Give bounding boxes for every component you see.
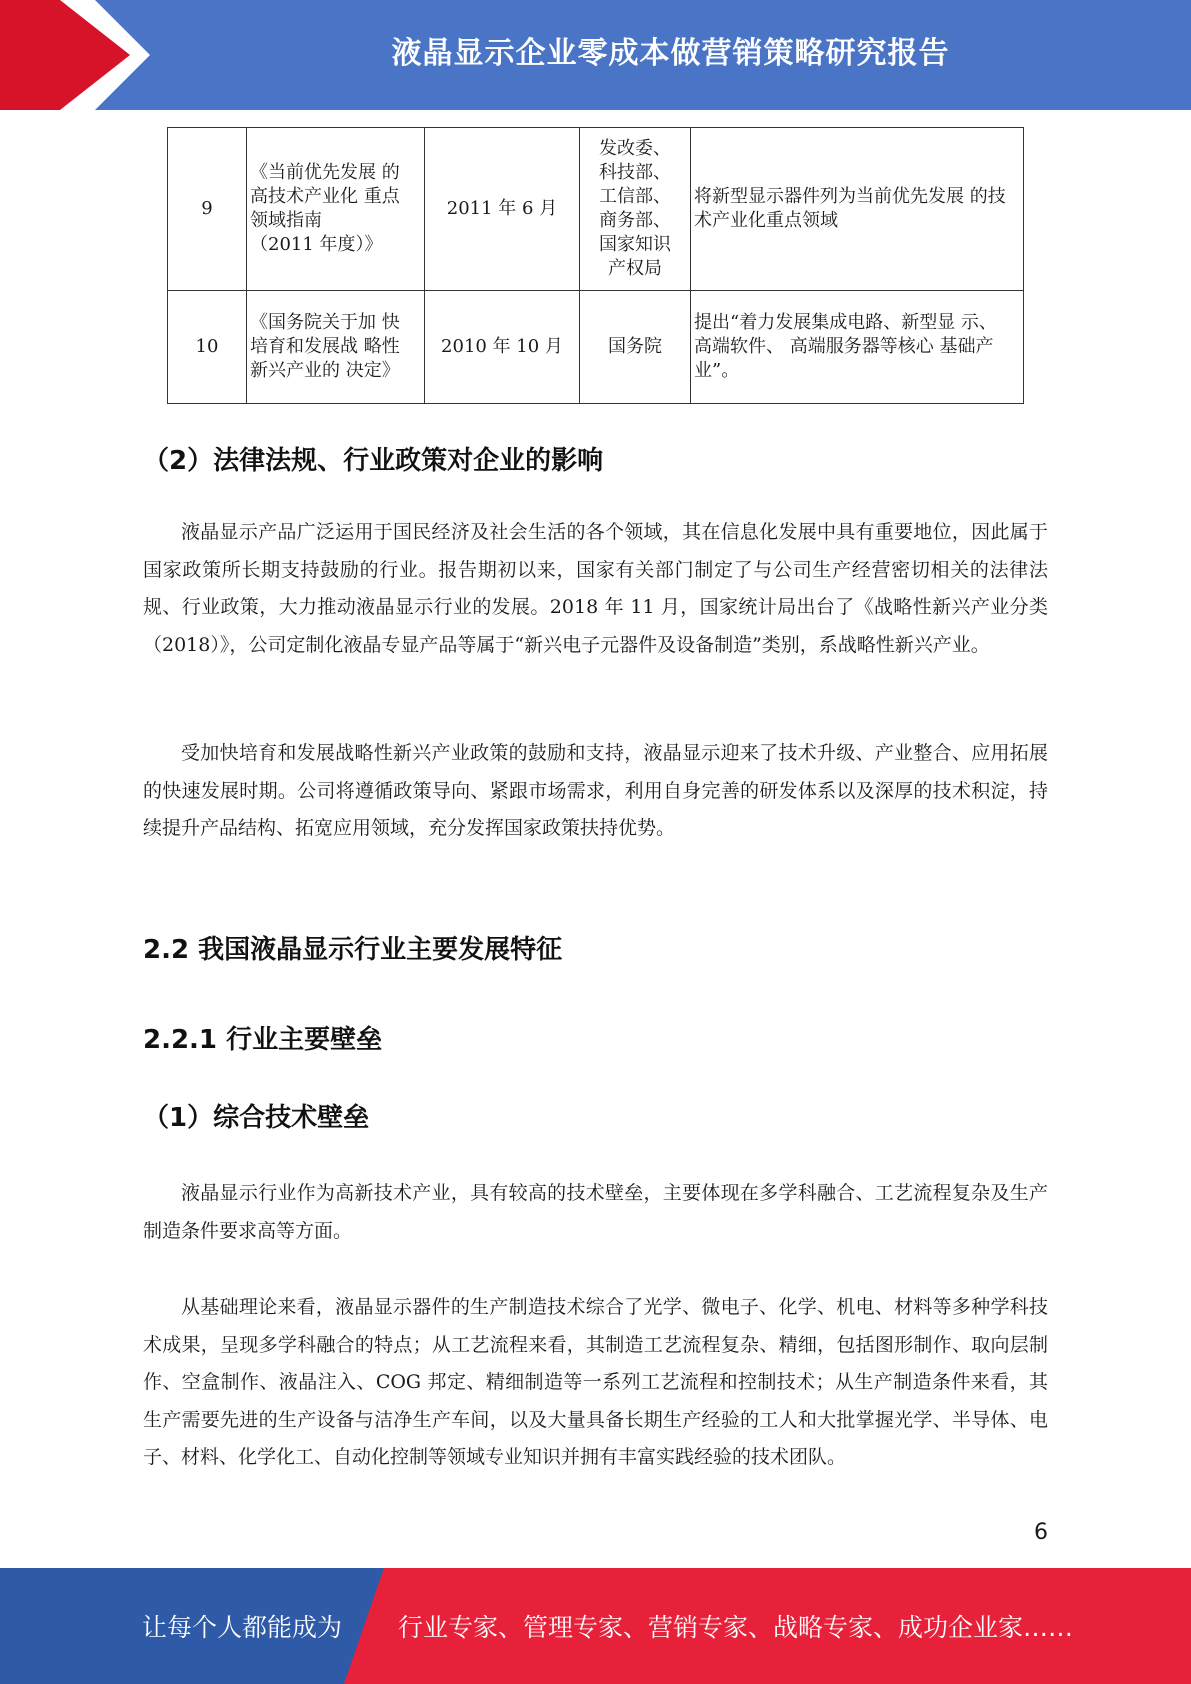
page-footer: [0, 1568, 1191, 1684]
body-paragraph: 从基础理论来看，液晶显示器件的生产制造技术综合了光学、微电子、化学、机电、材料等多种学科技术成果，呈现多学科融合的特点；从工艺流程来看，其制造工艺流程复杂、精细，包括图形制作、取向层制作、空盒制作、液晶注入、COG 邦定、精细制造等一系列工艺流程和控制技术；从生产制造条件来看，其生产需要先进的生产设备与洁净生产车间，以及大量具备长期生产经验的工人和大批掌握光学、半导体、电子、材料、化学化工、自动化控制等领域专业知识并拥有丰富实践经验的技术团队。: [143, 1296, 1048, 1468]
issuing-department: 发改委、 科技部、 工信部、 商务部、 国家知识 产权局: [580, 128, 691, 291]
policy-content: 将新型显示器件列为当前优先发展 的技术产业化重点领域: [691, 128, 1024, 291]
section-heading-2-2-1: 2.2.1 行业主要壁垒: [143, 1025, 383, 1055]
row-number: 10: [168, 291, 247, 404]
table-row: [168, 128, 1024, 291]
issue-date: 2011 年 6 月: [425, 128, 580, 291]
policy-content: 提出“着力发展集成电路、新型显 示、 高端软件、 高端服务器等核心 基础产业”。: [691, 291, 1024, 404]
section-heading-laws-impact: （2）法律法规、行业政策对企业的影响: [143, 446, 604, 476]
body-paragraph: 液晶显示产品广泛运用于国民经济及社会生活的各个领域，其在信息化发展中具有重要地位，因此属于国家政策所长期支持鼓励的行业。报告期初以来，国家有关部门制定了与公司生产经营密切相关的法律法规、行业政策，大力推动液晶显示行业的发展。2018 年 11 月，国家统计局出台了《战略性新兴产业分类（2018）》，公司定制化液晶专显产品等属于“新兴电子元器件及设备制造”类别，系战略性新兴产业。: [143, 521, 1048, 656]
body-paragraph: 受加快培育和发展战略性新兴产业政策的鼓励和支持，液晶显示迎来了技术升级、产业整合、应用拓展的快速发展时期。公司将遵循政策导向、紧跟市场需求，利用自身完善的研发体系以及深厚的技术积淀，持续提升产品结构、拓宽应用领域，充分发挥国家政策扶持优势。: [143, 742, 1048, 839]
section-heading-2-2: 2.2 我国液晶显示行业主要发展特征: [143, 935, 563, 965]
policy-table: [167, 127, 1024, 404]
footer-slogan-left: 让每个人都能成为: [142, 1613, 343, 1642]
report-title: 液晶显示企业零成本做营销策略研究报告: [391, 36, 950, 71]
policy-name: 《国务院关于加 快 培育和发展战 略性 新兴产业的 决定》: [247, 291, 425, 404]
table-row: [168, 291, 1024, 404]
policy-name: 《当前优先发展 的 高技术产业化 重点 领域指南 （2011 年度）》: [247, 128, 425, 291]
page-header: [0, 0, 1191, 110]
page-number: 6: [1034, 1520, 1048, 1545]
header-arrow-decoration: [0, 0, 160, 110]
issue-date: 2010 年 10 月: [425, 291, 580, 404]
issuing-department: 国务院: [580, 291, 691, 404]
row-number: 9: [168, 128, 247, 291]
section-heading-tech-barrier: （1）综合技术壁垒: [143, 1103, 370, 1133]
body-paragraph: 液晶显示行业作为高新技术产业，具有较高的技术壁垒，主要体现在多学科融合、工艺流程复杂及生产制造条件要求高等方面。: [143, 1182, 1048, 1242]
footer-slogan-right: 行业专家、管理专家、营销专家、战略专家、成功企业家……: [398, 1613, 1074, 1642]
